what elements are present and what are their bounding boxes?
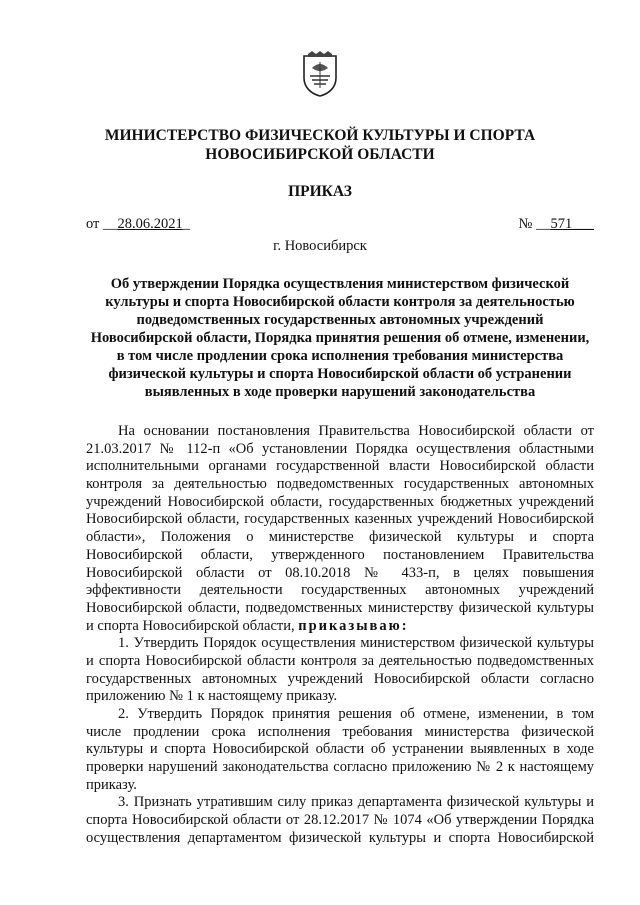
- city: г. Новосибирск: [273, 238, 367, 254]
- order-subject: [86, 275, 594, 401]
- body-line: Новосибирской области, подведомственных министерству физической культуры: [86, 599, 594, 616]
- body-line: исполнительными органами государственной власти Новосибирской области: [86, 458, 594, 475]
- prikazyvayu: приказываю:: [298, 617, 409, 634]
- order-date: [86, 216, 190, 233]
- date-value: 28.06.2021: [117, 216, 183, 232]
- number-value: 571: [550, 216, 573, 232]
- subject-line: в том числе продлении срока исполнения требования министерства: [116, 348, 564, 364]
- order-number: [519, 216, 594, 233]
- order-title: ПРИКАЗ: [288, 183, 352, 200]
- number-prefix: № __: [518, 216, 551, 232]
- body-line: числе продлении срока исполнения требования министерства физической: [86, 723, 594, 740]
- body-line: Новосибирской области, утвержденного постановлением Правительства: [86, 546, 594, 563]
- body-line-text: и спорта Новосибирской области,: [86, 617, 295, 634]
- body-line: культуры и спорта Новосибирской области об устранении выявленных в ходе: [86, 741, 594, 758]
- date-prefix: от __: [86, 216, 118, 232]
- body-line: эффективности деятельности государственных автономных учреждений: [86, 582, 594, 599]
- body-line: осуществления департаментом физической культуры и спорта Новосибирской: [86, 829, 594, 846]
- order-body: [86, 423, 594, 848]
- body-line: учреждений Новосибирской области, государственных бюджетных учреждений: [86, 493, 594, 510]
- body-line: Новосибирской области, государственных казенных учреждений Новосибирской: [86, 511, 594, 528]
- body-line: приложению № 1 к настоящему приказу.: [86, 688, 338, 705]
- coat-of-arms-icon: [300, 50, 340, 98]
- body-line: и спорта Новосибирской области контроля за деятельностью подведомственных: [86, 652, 594, 669]
- date-suffix: _: [182, 216, 191, 232]
- body-line: контроля за деятельностью подведомственных государственных автономных: [86, 476, 594, 493]
- subject-line: Новосибирской области, Порядка принятия решения об отмене, изменении,: [90, 330, 590, 346]
- subject-line: Об утверждении Порядка осуществления министерством физической: [110, 276, 570, 292]
- body-line: государственных автономных учреждений Новосибирской области согласно: [86, 670, 594, 687]
- body-line: области», Положения о министерстве физической культуры и спорта: [86, 529, 594, 546]
- ministry-line-1: МИНИСТЕРСТВО ФИЗИЧЕСКОЙ КУЛЬТУРЫ И СПОРТА: [104, 127, 536, 144]
- subject-line: культуры и спорта Новосибирской области контроля за деятельностью: [105, 294, 575, 310]
- ministry-line-2: НОВОСИБИРСКОЙ ОБЛАСТИ: [205, 146, 435, 163]
- ministry-name: [60, 126, 580, 164]
- body-line: проверки нарушений законодательства согласно приложению № 2 к настоящему: [86, 759, 594, 776]
- body-line: [86, 618, 594, 636]
- body-line: На основании постановления Правительства Новосибирской области от: [118, 423, 594, 439]
- subject-line: выявленных в ходе проверки нарушений законодательства: [144, 384, 536, 400]
- body-line: приказу.: [86, 776, 137, 793]
- body-line: 3. Признать утратившим силу приказ департамента физической культуры и: [118, 794, 594, 811]
- body-line: Новосибирской области от 08.10.2018 № 433-п, в целях повышения: [86, 564, 594, 581]
- body-line: 1. Утвердить Порядок осуществления министерством физической культуры: [118, 635, 594, 652]
- body-line: 21.03.2017 № 112-п «Об установлении Порядка осуществления областными: [86, 440, 594, 457]
- body-line: спорта Новосибирской области от 28.12.2017 № 1074 «Об утверждении Порядка: [86, 812, 594, 829]
- body-line: 2. Утвердить Порядок принятия решения об отмене, изменении, в том: [118, 706, 594, 722]
- subject-line: подведомственных государственных автономных учреждений: [136, 312, 544, 328]
- subject-line: физической культуры и спорта Новосибирской области об устранении: [108, 366, 572, 382]
- number-suffix: ___: [572, 216, 594, 232]
